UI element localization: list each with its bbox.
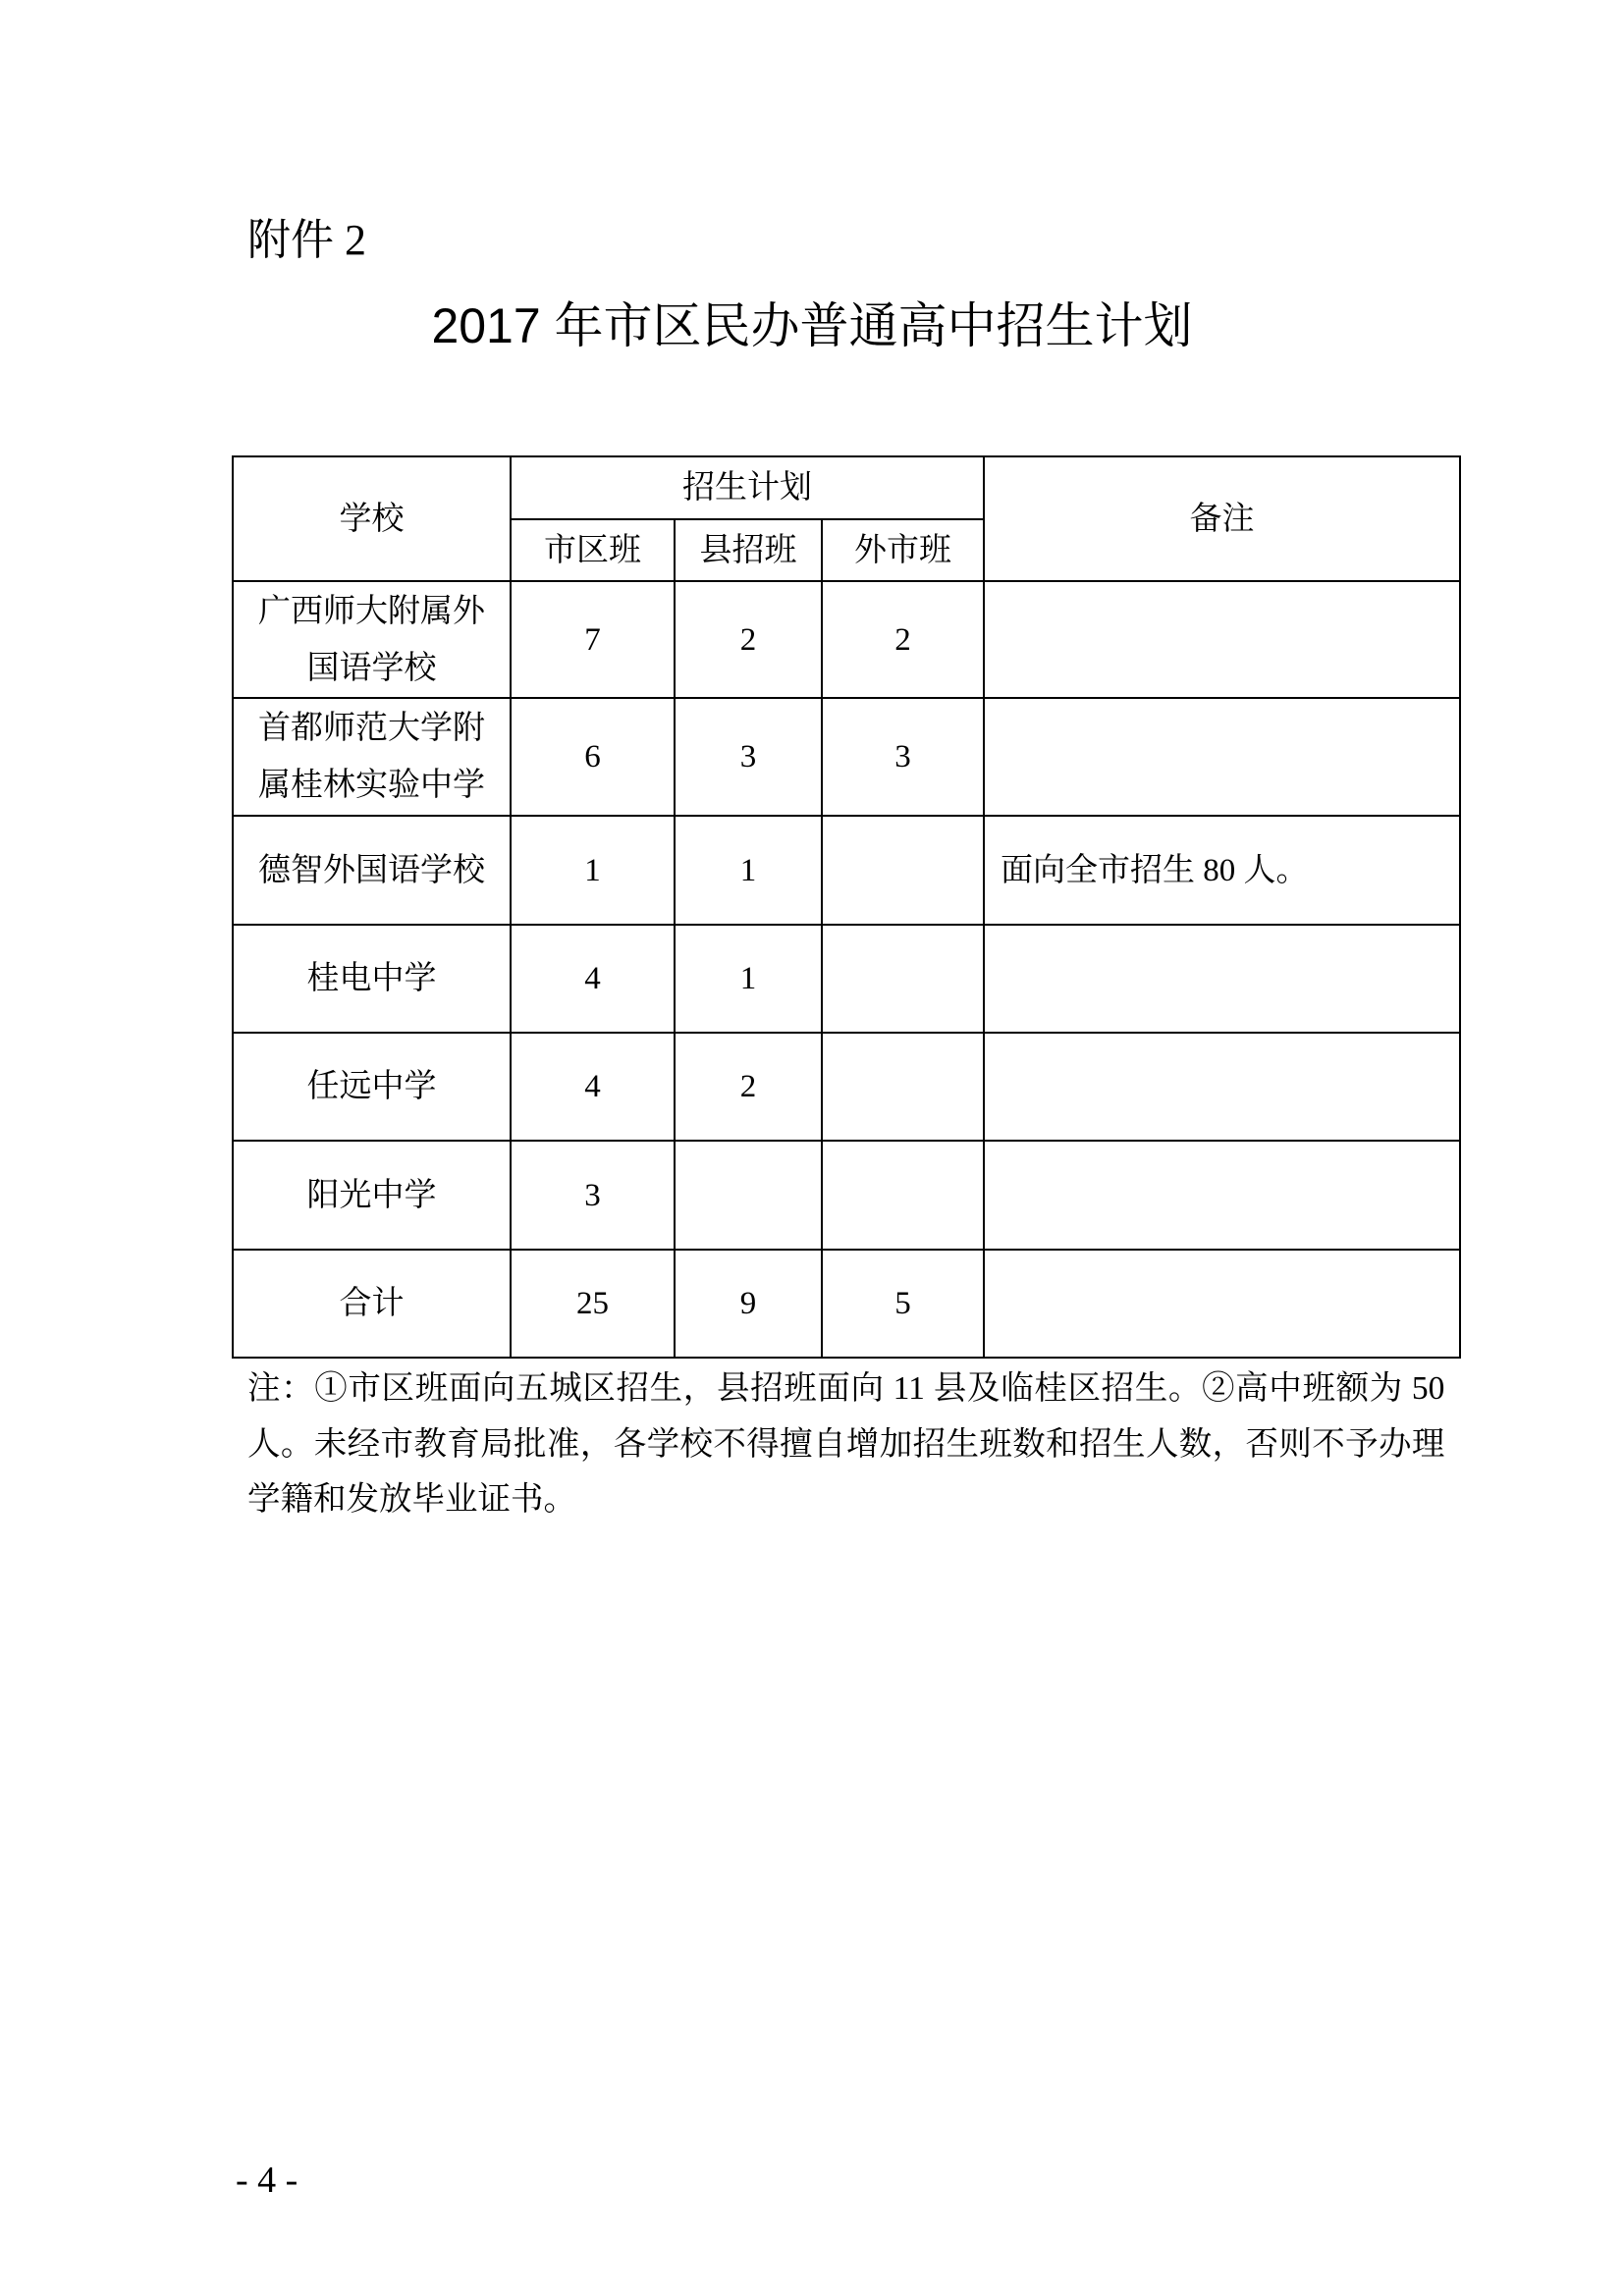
remark-cell (984, 1141, 1460, 1250)
table-row (233, 1033, 1460, 1141)
table-row (233, 698, 1460, 816)
school-name-cell (233, 1033, 511, 1141)
city-class-cell: 4 (511, 925, 675, 1033)
county-class-cell: 2 (675, 581, 822, 698)
remark-cell (984, 581, 1460, 698)
attachment-label: 附件 2 (247, 216, 366, 264)
page-number: - 4 - (236, 2160, 298, 2201)
total-row (233, 1250, 1460, 1358)
enrollment-plan-table (232, 455, 1461, 1359)
remark-cell (984, 1033, 1460, 1141)
outside-city-class-header: 外市班 (822, 519, 984, 581)
total-city-class-cell: 25 (511, 1250, 675, 1358)
city-class-cell: 3 (511, 1141, 675, 1250)
table-row (233, 816, 1460, 925)
city-class-cell: 1 (511, 816, 675, 925)
school-header: 学校 (233, 456, 511, 581)
city-class-header: 市区班 (511, 519, 675, 581)
table-header-row (233, 456, 1460, 519)
city-class-cell: 4 (511, 1033, 675, 1141)
outside-city-class-cell (822, 925, 984, 1033)
school-name-cell (233, 1141, 511, 1250)
school-name: 桂电中学 (306, 961, 437, 996)
school-name: 首都师范大学附属桂林实验中学 (257, 711, 485, 803)
total-outside-city-class-cell: 5 (822, 1250, 984, 1358)
total-county-class-cell: 9 (675, 1250, 822, 1358)
county-class-cell: 1 (675, 816, 822, 925)
table-row (233, 925, 1460, 1033)
county-class-cell: 2 (675, 1033, 822, 1141)
outside-city-class-cell (822, 1033, 984, 1141)
total-label-cell: 合计 (233, 1250, 511, 1358)
city-class-cell: 6 (511, 698, 675, 816)
school-name: 阳光中学 (306, 1177, 437, 1213)
outside-city-class-cell: 2 (822, 581, 984, 698)
table-footnote: 注：①市区班面向五城区招生，县招班面向 11 县及临桂区招生。②高中班额为 50 人。未经市教育局批准，各学校不得擅自增加招生班数和招生人数，否则不予办理学籍和发放毕业证书。 (247, 1370, 1445, 1518)
outside-city-class-cell (822, 816, 984, 925)
county-class-cell: 3 (675, 698, 822, 816)
school-name-cell (233, 581, 511, 698)
school-name: 广西师大附属外国语学校 (257, 593, 485, 686)
school-name-cell (233, 816, 511, 925)
outside-city-class-cell: 3 (822, 698, 984, 816)
school-name-cell (233, 698, 511, 816)
document-title: 2017 年市区民办普通高中招生计划 (431, 298, 1193, 353)
table-row (233, 581, 1460, 698)
county-class-cell (675, 1141, 822, 1250)
county-class-header: 县招班 (675, 519, 822, 581)
outside-city-class-cell (822, 1141, 984, 1250)
remark-cell (984, 925, 1460, 1033)
remark-cell (984, 698, 1460, 816)
school-name: 德智外国语学校 (257, 852, 485, 888)
enrollment-plan-header: 招生计划 (511, 456, 984, 519)
county-class-cell: 1 (675, 925, 822, 1033)
remark-header: 备注 (984, 456, 1460, 581)
school-name-cell (233, 925, 511, 1033)
remark-cell: 面向全市招生 80 人。 (984, 816, 1460, 925)
city-class-cell: 7 (511, 581, 675, 698)
school-name: 任远中学 (306, 1069, 437, 1104)
table-row (233, 1141, 1460, 1250)
total-remark-cell (984, 1250, 1460, 1358)
